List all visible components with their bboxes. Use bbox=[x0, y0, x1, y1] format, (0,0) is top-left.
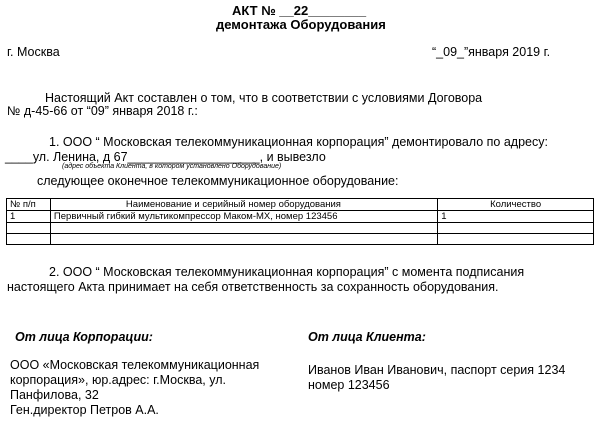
table-header-cell: № п/п bbox=[7, 199, 51, 211]
address-underscore-fill: ___________________ bbox=[127, 150, 260, 164]
corp-detail-line: корпорация», юр.адрес: г.Москва, ул. bbox=[10, 373, 226, 387]
address-suffix: , и вывезло bbox=[259, 150, 326, 164]
client-signature-heading: От лица Клиента: bbox=[308, 330, 426, 344]
client-detail-line: Иванов Иван Иванович, паспорт серия 1234 bbox=[308, 363, 566, 377]
table-cell: 1 bbox=[438, 211, 594, 223]
table-cell: 1 bbox=[7, 211, 51, 223]
table-header-row bbox=[7, 199, 594, 211]
item1-line-3: следующее оконечное телекоммуникационное оборудование: bbox=[37, 174, 399, 188]
corp-detail-line: Ген.директор Петров А.А. bbox=[10, 403, 159, 417]
table-cell bbox=[438, 223, 594, 234]
table-header-cell: Наименование и серийный номер оборудования bbox=[50, 199, 437, 211]
item1-line-1: 1. ООО “ Московская телекоммуникационная корпорация” демонтировало по адресу: bbox=[49, 135, 548, 149]
corp-detail-line: Панфилова, 32 bbox=[10, 388, 99, 402]
table-cell bbox=[7, 234, 51, 245]
document-title: АКТ № __22________ bbox=[232, 3, 367, 18]
address-value: ул. Ленина, д 67 bbox=[32, 150, 128, 164]
table-cell bbox=[50, 223, 437, 234]
table-row bbox=[7, 223, 594, 234]
table-header-cell: Количество bbox=[438, 199, 594, 211]
table-row bbox=[7, 234, 594, 245]
client-details bbox=[308, 363, 565, 393]
address-note: (адрес объекта Клиента, в котором установлено Оборудование) bbox=[62, 163, 282, 170]
corp-detail-line: ООО «Московская телекоммуникационная bbox=[10, 358, 260, 372]
intro-line-2: № д-45-66 от “09” января 2018 г.: bbox=[7, 104, 198, 118]
document-date: “_09_”января 2019 г. bbox=[432, 45, 551, 59]
table-cell bbox=[50, 234, 437, 245]
intro-line-1: Настоящий Акт составлен о том, что в соответствии с условиями Договора bbox=[45, 91, 483, 105]
table-cell: Первичный гибкий мультикомпрессор Маком-МХ, номер 123456 bbox=[50, 211, 437, 223]
table-cell bbox=[438, 234, 594, 245]
item2-line-2: настоящего Акта принимает на себя ответственность за сохранность оборудования. bbox=[7, 280, 499, 294]
equipment-table bbox=[6, 198, 594, 245]
corp-details bbox=[10, 358, 259, 418]
document-subtitle: демонтажа Оборудования bbox=[216, 17, 386, 32]
address-underscore-prefix: ____ bbox=[5, 150, 33, 164]
client-detail-line: номер 123456 bbox=[308, 378, 390, 392]
table-row bbox=[7, 211, 594, 223]
item2-line-1: 2. ООО “ Московская телекоммуникационная корпорация” с момента подписания bbox=[49, 265, 525, 279]
city: г. Москва bbox=[7, 45, 60, 59]
corp-signature-heading: От лица Корпорации: bbox=[15, 330, 153, 344]
table-cell bbox=[7, 223, 51, 234]
